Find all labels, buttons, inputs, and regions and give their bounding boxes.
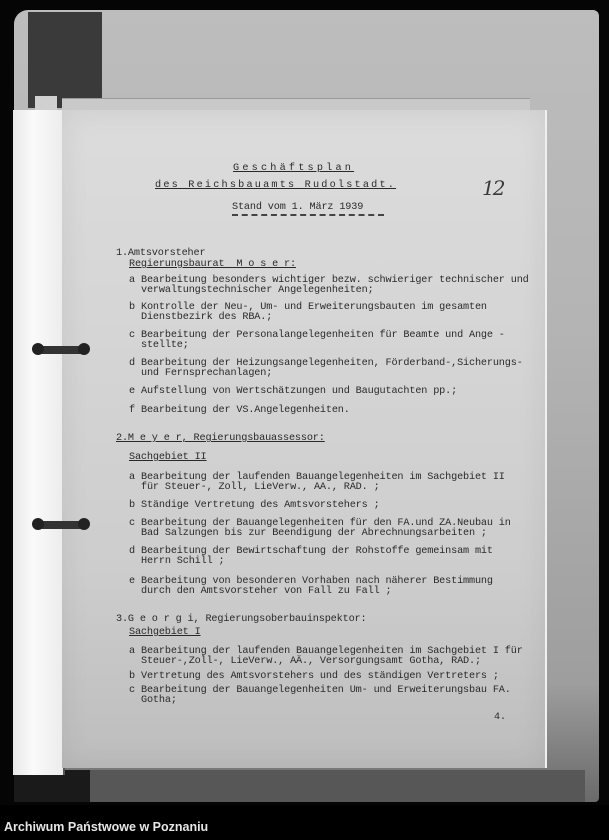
section-3-subheading: Sachgebiet I [129,627,201,638]
item-line: Bearbeitung der Personalangelegenheiten für Beamte und Ange - [141,330,505,341]
item-line: Dienstbezirk des RBA.; [141,312,273,323]
item-line: Bearbeitung der Bauangelegenheiten Um- und Erweiterungsbau FA. [141,685,511,696]
item-letter: d [129,358,135,369]
item-letter: a [129,472,135,483]
item-letter: f [129,405,135,416]
item-line: Gotha; [141,695,177,706]
item-letter: c [129,518,135,529]
binder-fastener-icon [34,521,88,529]
folder-bottom-edge [90,770,585,802]
item-line: durch den Amtsvorsteher von Fall zu Fall ; [141,586,392,597]
item-line: Bearbeitung der laufenden Bauangelegenheiten im Sachgebiet II [141,472,505,483]
item-line: Bearbeitung der Heizungsangelegenheiten, Förderband-,Sicherungs- [141,358,523,369]
handwritten-folio-number: 12 [482,176,504,200]
section-3-heading: 3.G e o r g i, Regierungsoberbauinspektor: [116,614,367,625]
item-line: Steuer-,Zoll-, LieVerw., AÄ., Versorgungsamt Gotha, RAD.; [141,656,481,667]
item-letter: b [129,500,135,511]
item-line: Kontrolle der Neu-, Um- und Erweiterungsbauten im gesamten [141,302,487,313]
item-line: Bearbeitung von besonderen Vorhaben nach näherer Bestimmung [141,576,493,587]
binder-fastener-icon [34,346,88,354]
item-letter: d [129,546,135,557]
item-letter: a [129,646,135,657]
item-line: und Fernsprechanlagen; [141,368,273,379]
item-line: verwaltungstechnischer Angelegenheiten; [141,285,374,296]
item-letter: b [129,302,135,313]
archive-watermark-label: Archiwum Państwowe w Poznaniu [4,820,209,834]
item-line: Bearbeitung der laufenden Bauangelegenheiten im Sachgebiet I für [141,646,523,657]
item-letter: c [129,330,135,341]
section-1-subheading: Regierungsbaurat M o s e r: [129,259,296,270]
item-line: Herrn Schill ; [141,556,225,567]
document-subtitle: des Reichsbauamts Rudolstadt. [155,180,397,191]
item-line: Ständige Vertretung des Amtsvorstehers ; [141,500,380,511]
item-line: Bearbeitung besonders wichtiger bezw. schwieriger technischer und [141,275,529,286]
item-letter: a [129,275,135,286]
document-title: Geschäftsplan [233,163,355,174]
section-2-heading: 2.M e y e r, Regierungsbauassessor: [116,433,325,444]
item-line: Bearbeitung der Bauangelegenheiten für den FA.und ZA.Neubau in [141,518,511,529]
section-2-subheading: Sachgebiet II [129,452,207,463]
item-line: Bad Salzungen bis zur Beendigung der Abrechnungsarbeiten ; [141,528,487,539]
item-line: Vertretung des Amtsvorstehers und des ständigen Vertreters ; [141,671,499,682]
folder-tab [28,12,102,108]
date-underline [232,214,384,216]
item-letter: e [129,386,135,397]
item-letter: b [129,671,135,682]
binding-strip [13,110,65,775]
item-letter: c [129,685,135,696]
item-line: Aufstellung von Wertschätzungen und Baugutachten pp.; [141,386,458,397]
section-1-heading: 1.Amtsvorsteher [116,248,206,259]
item-line: stellte; [141,340,189,351]
item-line: Bearbeitung der VS.Angelegenheiten. [141,405,350,416]
item-letter: e [129,576,135,587]
page-number: 4. [494,712,507,723]
item-line: für Steuer-, Zoll, LieVerw., AA., RAD. ; [141,482,380,493]
document-date-line: Stand vom 1. März 1939 [232,202,364,213]
item-line: Bearbeitung der Bewirtschaftung der Rohstoffe gemeinsam mit [141,546,493,557]
